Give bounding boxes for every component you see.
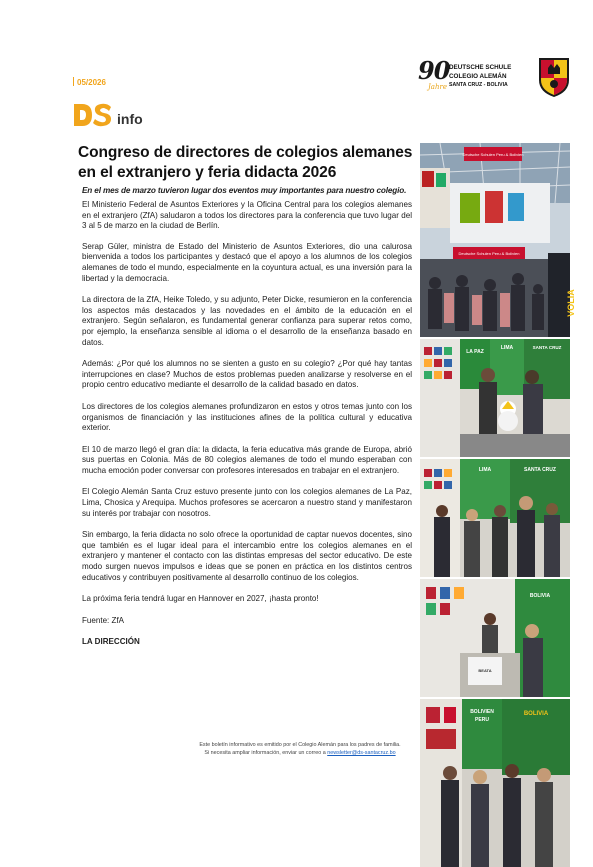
newsletter-email-link[interactable]: newsletter@ds-santacruz.bo: [327, 750, 396, 756]
article-title: Congreso de directores de colegios alemanes en el extranjero y feria didacta 2026: [78, 144, 413, 181]
banner-lima: LIMA: [478, 467, 492, 473]
paragraph: El 10 de marzo llegó el gran día: la didacta, la feria educativa más grande de Europa, abrió sus puertas en Colonia. Más de 80 colegios alemanes de todo el mundo esperaban con mucha emoción poder conversar con profesores interesados en trabajar en el extranjero.: [82, 444, 412, 475]
paragraph: El Colegio Alemán Santa Cruz estuvo presente junto con los colegios alemanes de La Paz, Lima, Chosica y Arequipa. Muchos profesores se acercaron a nuestro stand y manifestaron su interés por trabajar con nosotros.: [82, 487, 412, 518]
footer-line-1: Este boletín informativo es emitido por el Colegio Alemán para los padres de familia.: [199, 742, 401, 748]
photo-exhibition-hall: [420, 143, 576, 337]
school-crest-icon: [537, 56, 571, 98]
banner-santa-cruz: SANTA CRUZ: [524, 467, 556, 473]
ds-logo-icon: [73, 101, 153, 129]
paragraph: La directora de la ZfA, Heike Toledo, y su adjunto, Peter Dicke, resumieron en la conferencia los aspectos más destacados y las novedades en el ámbito de la educación en el extranjero. Según señalaron, es fundamental generar confianza para superar retos como, por ejemplo, la enseñanza sensible al idioma o el desarrollo de la enseñanza basado en datos.: [82, 295, 412, 347]
brochure-label: BEATA: [478, 668, 492, 673]
banner-bolivia: BOLIVIA: [523, 711, 549, 717]
photo-brochure-stand: [420, 579, 570, 697]
footer-line-2: Si necesita ampliar información, enviar un correo a newsletter@ds-santacruz.bo: [204, 750, 396, 756]
booth-sign: Deutsche Schulen Peru & Bolivien: [458, 251, 520, 256]
article-body: [82, 200, 412, 659]
banner-bolivien: BOLIVIEN: [470, 709, 494, 715]
banner-peru: PERU: [475, 717, 489, 723]
anniversary-word: Jahre: [428, 83, 447, 91]
article-signature: LA DIRECCIÓN: [82, 637, 140, 647]
paragraph: La próxima feria tendrá lugar en Hannover en 2027, ¡hasta pronto!: [82, 594, 319, 604]
paragraph: El Ministerio Federal de Asuntos Exteriores y la Oficina Central para los colegios alemanes en el extranjero (ZfA) saludaron a todos los directores para la conferencia que tuvo lugar del 3 al 5 de marzo en la ciudad de Berlín.: [82, 200, 412, 231]
banner-la-paz: LA PAZ: [466, 349, 484, 355]
logo-info-text: info: [117, 111, 143, 127]
paragraph: Sin embargo, la feria didacta no solo ofrece la oportunidad de captar nuevos docentes, sino que también es el lugar ideal para el intercambio entre los colegios alemanes en el extranjero y mantener el contacto con las distintas empresas del sector educativo. De este modo surgen nuevos impulsos e ideas que se ponen en práctica en los distintos centros educativos y contribuyen positivamente al desarrollo continuo de los colegios.: [82, 530, 412, 582]
paragraph: Además: ¿Por qué los alumnos no se sienten a gusto en su colegio? ¿Por qué hay tantas interrupciones en clase? Muchos de estos problemas pueden analizarse y resolverse en el propio centro educativo mediante el desarrollo de la calidad basado en datos.: [82, 359, 412, 390]
paragraph: Serap Güler, ministra de Estado del Ministerio de Asuntos Exteriores, dio una calurosa bienvenida a todos los participantes y destacó que el apoyo a los alumnos de los colegios alemanes de todo el mundo, especialmente en la coyuntura actual, es una inversión para la libertad y la democracia.: [82, 241, 412, 283]
photo-group-banners: [420, 699, 570, 867]
booth-sign: Deutsche Schulen Peru & Bolivien: [462, 152, 524, 157]
anniversary-90-years-logo: [418, 56, 450, 96]
anniversary-number: 90: [418, 56, 450, 85]
paragraph: Los directores de los colegios alemanes profundizaron en estos y otros temas junto con los organismos de financiación y las instituciones afines de la política cultural y educativa exterior.: [82, 401, 412, 433]
issue-number: 05/2026: [73, 77, 106, 87]
banner-santa-cruz: SANTA CRUZ: [532, 345, 562, 350]
banner-bolivia: BOLIVIA: [529, 593, 551, 599]
article-lead: En el mes de marzo tuvieron lugar dos eventos muy importantes para nuestro colegio.: [82, 186, 407, 195]
photo-stand-mascot: [420, 339, 570, 457]
volia-banner: VOLIA: [566, 289, 576, 317]
banner-lima: LIMA: [500, 345, 514, 351]
footer: [130, 741, 470, 757]
school-branding: [418, 56, 568, 100]
article-source: Fuente: ZfA: [82, 615, 125, 625]
ds-info-logo: [73, 101, 153, 129]
school-name: DEUTSCHE SCHULE COLEGIO ALEMÁN SANTA CRUZ - BOLIVIA: [449, 64, 512, 88]
photo-group-at-stand: [420, 459, 570, 577]
